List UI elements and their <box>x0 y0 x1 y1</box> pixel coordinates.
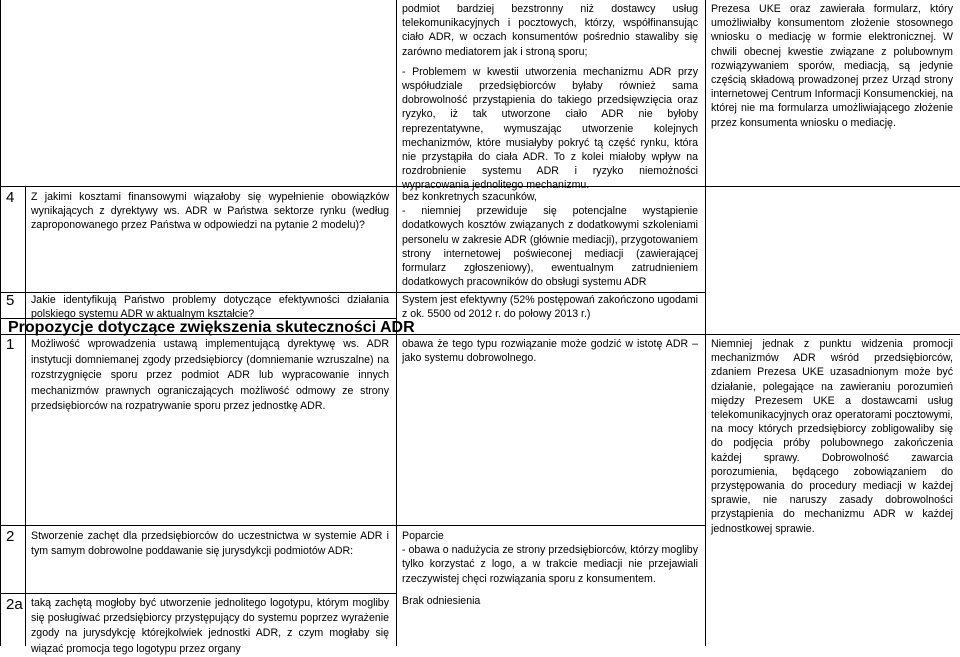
question-cell: Z jakimi kosztami finansowymi wiązałoby się wypełnienie obowiązków wynikających z dyrektywy ws. ADR w Państwa sektorze rynku (według zaproponowanego przez Państwa w odpowiedzi na pytanie 2 modelu)? <box>31 191 389 232</box>
row-number: 4 <box>6 189 15 206</box>
table-border-col3 <box>705 0 706 646</box>
row-number: 2a <box>6 596 23 613</box>
answer-cell: Poparcie - obawa o nadużycia ze strony przedsiębiorców, którzy mogliby tylko korzystać z logo, a w trakcie mediacji nie przejawiali rzeczywistej chęci rozwiązania sporu z konsumentem. <box>402 530 698 585</box>
answer-cell: bez konkretnych szacunków, - niemniej przewiduje się potencjalne wystąpienie dodatkowych kosztów związanych z dodatkowymi szkoleniami personelu w zakresie ADR (głównie mediacji), przygotowaniem strony internetowej poświeconej mediacji (zawierającej formularz zgłoszeniowy), ewentualnym zatrudnieniem dodatkowych pracowników do obsługi systemu ADR <box>402 191 698 289</box>
row-number: 1 <box>6 336 15 353</box>
row-number: 2 <box>6 528 15 545</box>
section-heading: Propozycje dotyczące zwiększenia skuteczności ADR <box>8 319 415 336</box>
table-border-col1 <box>25 186 26 646</box>
top-answer-para-1: podmiot bardziej bezstronny niż dostawcy usług telekomunikacyjnych i pocztowych, którzy, współfinansując ciało ADR, w oczach konsumentów pośrednio stawaliby się zarówno mediatorem jak i stroną sporu; <box>402 3 698 58</box>
top-comment-cell: Prezesa UKE oraz zawierała formularz, który umożliwiałby konsumentom złożenie stosownego wniosku o mediację w formie elektronicznej. W chwili obecnej kwestie związane z polubownym rozwiązywaniem sporów, mediacją, są jedynie częścią składową prowadzonej przez Urząd strony internetowej Centrum Informacji Konsumenckiej, na której nie ma formularza umożliwiającego złożenie przez konsumenta wniosku o mediację. <box>711 3 954 129</box>
question-cell: Możliwość wprowadzenia ustawą implementującą dyrektywę ws. ADR instytucji domniemanej zgody przedsiębiorcy (domniemanie wzruszalne) na rozstrzygnięcie sporu przez podmiot ADR lub wypracowanie innych mechanizmów prawnych ograniczających możliwość odmowy ze strony przedsiębiorców na rozpatrywanie sporu przez jednostkę ADR. <box>31 338 389 413</box>
comment-cell: Niemniej jednak z punktu widzenia promocji mechanizmów ADR wśród przedsiębiorców, zdaniem Prezesa UKE uzasadnionym może być działanie, polegające na zawieraniu porozumień między Prezesem UKE a dostawcami usług telekomunikacyjnych oraz operatorami pocztowymi, na mocy których przedsiębiorcy zobligowaliby się do podjęcia próby polubownego zakończenia każdej sprawy. Dobrowolność zawarcia porozumienia, będącego zobowiązaniem do przystępowania do procedury mediacji w każdej sprawie, nie naruszy zasady dobrowolności przystąpienia do mechanizmu ADR w każdej jednostkowej sprawie. <box>711 338 953 535</box>
answer-cell: System jest efektywny (52% postępowań zakończono ugodami z ok. 5500 od 2012 r. do połowy 2013 r.) <box>402 294 698 321</box>
row-divider-p2a <box>0 593 396 594</box>
answer-cell: obawa że tego typu rozwiązanie może godzić w istotę ADR – jako systemu dobrowolnego. <box>402 338 698 365</box>
table-border-left <box>0 0 1 646</box>
top-answer-para-2: - Problemem w kwestii utworzenia mechanizmu ADR przy współudziale przedsiębiorców byłaby również sama dobrowolność przystąpienia do takiego przedsięwzięcia oraz ryzyko, iż tak utworzone ciało ADR nie byłoby reprezentatywne, wymuszając utworzenie kolejnych mechanizmów, które musiałyby pokryć tą część rynku, która nie przystąpiła do ciała ADR. To z kolei miałoby wpływ na rozdrobnienie systemu ADR i ryzyko niemożności wypracowania jednolitego mechanizmu. <box>402 65 698 192</box>
answer-cell: Brak odniesienia <box>402 595 481 607</box>
question-cell: Stworzenie zachęt dla przedsiębiorców do uczestnictwa w systemie ADR i tym samym dobrowolne poddawanie się jurysdykcji podmiotów ADR: <box>31 530 389 558</box>
question-cell: taką zachętą mogłoby być utworzenie jednolitego logotypu, którym mogliby się posługiwać przedsiębiorcy przystępujący do systemu poprzez wyrażenie zgody na jurysdykcję którejkolwiek jednostki ADR, z czym mogłaby się wiązać promocja tego logotypu przez organy <box>31 597 389 655</box>
row-divider-p2 <box>0 525 705 526</box>
row-number: 5 <box>6 292 15 309</box>
question-cell: Jakie identyfikują Państwo problemy dotyczące efektywności działania polskiego systemu ADR w aktualnym kształcie? <box>31 294 389 321</box>
top-answer-cell <box>402 2 698 193</box>
